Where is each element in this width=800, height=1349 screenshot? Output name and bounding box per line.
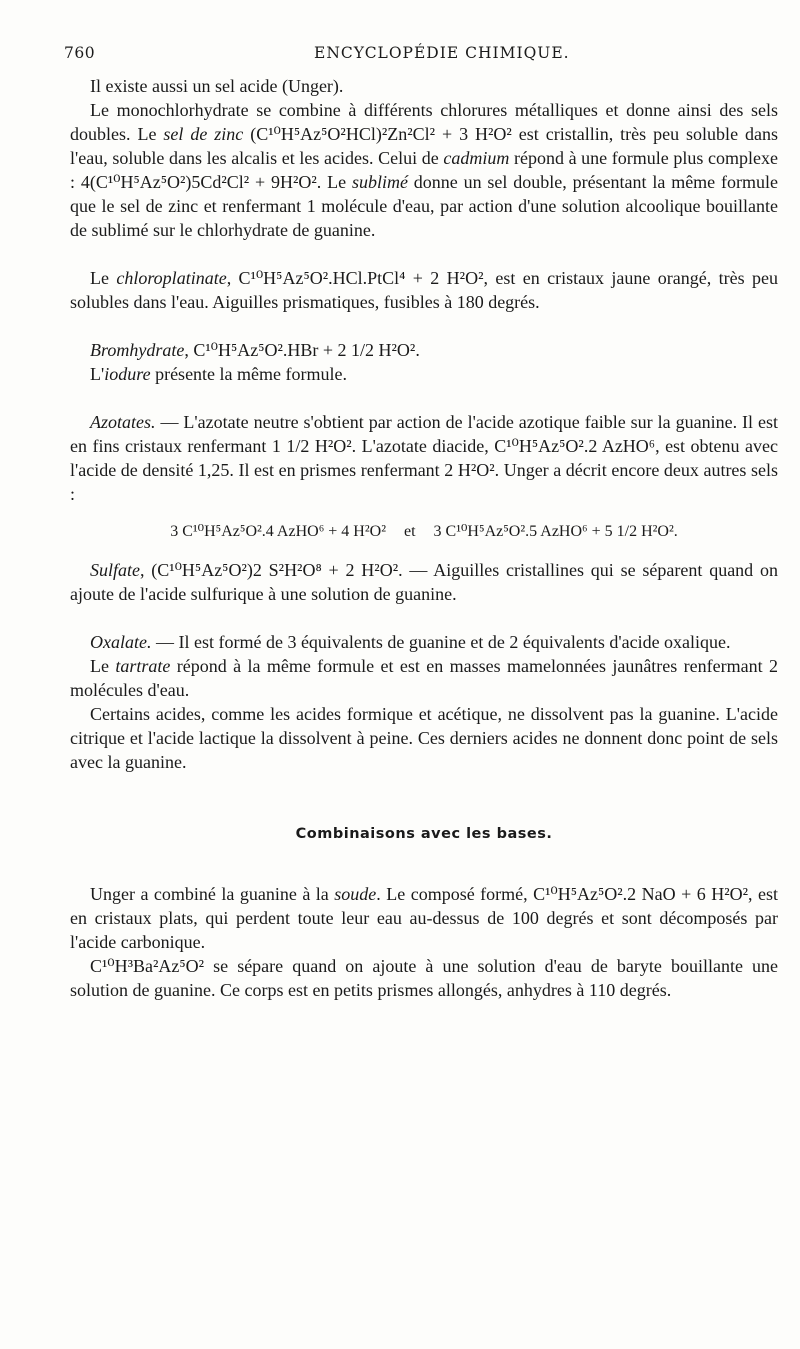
paragraph-chloroplatinate: Le chloroplatinate, C¹⁰H⁵Az⁵O².HCl.PtCl⁴ + 2 H²O², est en cristaux jaune orangé, très peu solubles dans l'eau. Aiguilles prismatiques, fusibles à 180 degrés. bbox=[70, 268, 778, 312]
page-number: 760 bbox=[64, 44, 96, 62]
paragraph-monochlorhydrate: Le monochlorhydrate se combine à différents chlorures métalliques et donne ainsi des sels doubles. Le sel de zinc (C¹⁰H⁵Az⁵O²HCl)²Zn²Cl² + 3 H²O² est cristallin, très peu soluble dans l'eau, soluble dans les alcalis et les acides. Celui de cadmium répond à une formule plus complexe : 4(C¹⁰H⁵Az⁵O²)5Cd²Cl² + 9H²O². Le sublimé donne un sel double, présentant la même formule que le sel de zinc et renfermant 1 molécule d'eau, par action d'une solution alcoolique bouillante de sublimé sur le chlorhydrate de guanine. bbox=[70, 100, 779, 240]
formula-azotates: 3 C¹⁰H⁵Az⁵O².4 AzHO⁶ + 4 H²O² et 3 C¹⁰H⁵Az⁵O².5 AzHO⁶ + 5 1/2 H²O². bbox=[170, 523, 678, 540]
paragraph-tartrate: Le tartrate répond à la même formule et est en masses mamelonnées jaunâtres renfermant 2 molécules d'eau. bbox=[70, 656, 778, 700]
paragraph-sulfate: Sulfate, (C¹⁰H⁵Az⁵O²)2 S²H²O⁸ + 2 H²O². — Aiguilles cristallines qui se séparent quand on ajoute de l'acide sulfurique à une solution de guanine. bbox=[70, 560, 778, 604]
paragraph-baryte: C¹⁰H³Ba²Az⁵O² se sépare quand on ajoute à une solution d'eau de baryte bouillante une solution de guanine. Ce corps est en petits prismes allongés, anhydres à 110 degrés. bbox=[70, 956, 778, 1000]
paragraph-certains-acides: Certains acides, comme les acides formique et acétique, ne dissolvent pas la guanine. L'acide citrique et l'acide lactique la dissolvent à peine. Ces derniers acides ne donnent donc point de sels avec la guanine. bbox=[70, 704, 778, 772]
paragraph-azotates: Azotates. — L'azotate neutre s'obtient par action de l'acide azotique faible sur la guanine. Il est en fins cristaux renfermant 1 1/2 H²O². L'azotate diacide, C¹⁰H⁵Az⁵O².2 AzHO⁶, est obtenu avec l'acide de densité 1,25. Il est en prismes renfermant 2 H²O². Unger a décrit encore deux autres sels : bbox=[70, 412, 778, 504]
paragraph-sel-acide: Il existe aussi un sel acide (Unger). bbox=[90, 76, 344, 96]
paragraph-bromhydrate: Bromhydrate, C¹⁰H⁵Az⁵O².HBr + 2 1/2 H²O². bbox=[90, 340, 420, 360]
running-title: ENCYCLOPÉDIE CHIMIQUE. bbox=[314, 44, 570, 62]
section-heading: Combinaisons avec les bases. bbox=[295, 826, 553, 842]
paragraph-iodure: L'iodure présente la même formule. bbox=[90, 364, 347, 384]
paragraph-oxalate: Oxalate. — Il est formé de 3 équivalents de guanine et de 2 équivalents d'acide oxalique. bbox=[90, 632, 731, 652]
paragraph-soude: Unger a combiné la guanine à la soude. Le composé formé, C¹⁰H⁵Az⁵O².2 NaO + 6 H²O², est en cristaux plats, qui perdent toute leur eau au-dessus de 100 degrés et sont décomposés par l'acide carbonique. bbox=[70, 884, 778, 952]
page-body bbox=[70, 74, 778, 1002]
